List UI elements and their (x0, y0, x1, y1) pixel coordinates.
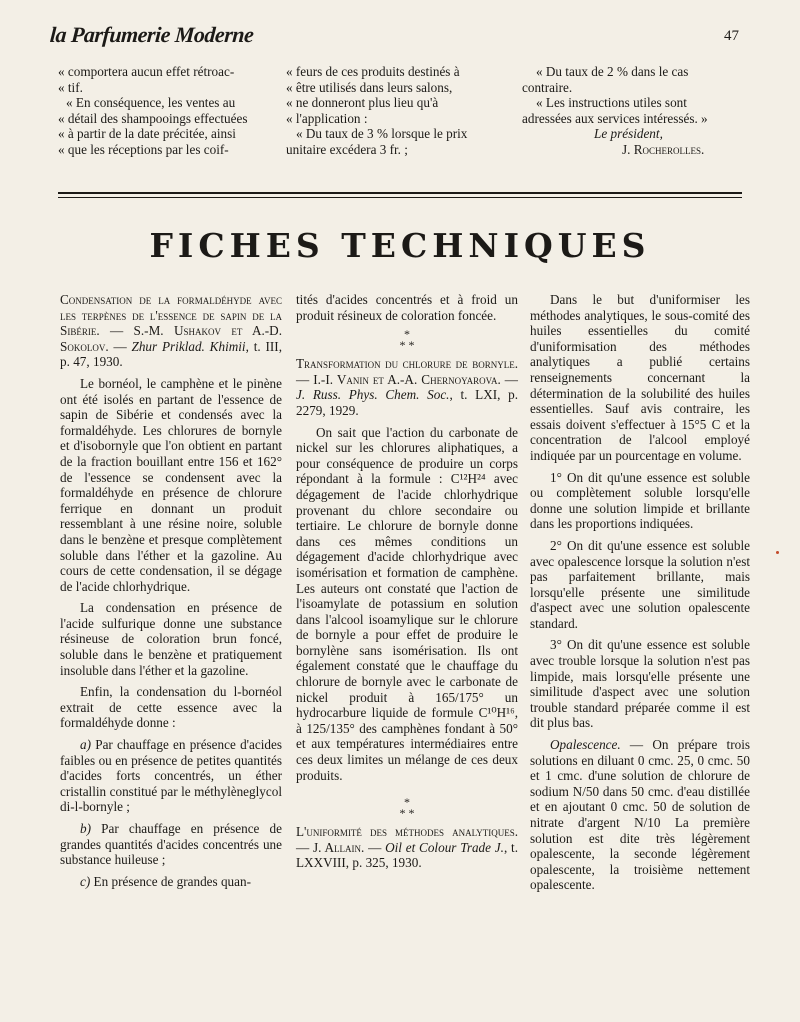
ref-tail: , t. LXI, p. 2279, 1929. (296, 387, 518, 418)
ref-tail: , t. III, p. 47, 1930. (60, 338, 282, 370)
top-column-3 (522, 64, 744, 158)
list-item (60, 737, 282, 815)
list-text: Par chauffage en présence d'acides faibles ou en présence de petites quantités d'acides forts concentrés, un éther cristallin constitué par le méthylèneglycol di-l-bornyle ; (60, 737, 282, 815)
top-line: « Du taux de 2 % dans le cas (536, 64, 689, 79)
paragraph: Enfin, la condensation du l-bornéol extrait de cette essence avec la formaldéhyde donne : (60, 684, 282, 731)
masthead-logo: la Parfumerie Moderne (49, 22, 255, 47)
ref-title: L'uniformité des méthodes analytiques. (296, 824, 518, 840)
paragraph (530, 737, 750, 893)
list-label: c) (80, 873, 91, 889)
paragraph: tités d'acides concentrés et à froid un produit résineux de coloration foncée. (296, 292, 518, 323)
top-line: adressées aux services intéressés. » (522, 110, 708, 126)
reference (296, 824, 518, 871)
article-column-right (530, 292, 750, 893)
ref-journal: Oil et Colour Trade J. (385, 839, 504, 855)
paragraph: 1° On dit qu'une essence est soluble ou complètement soluble lorsqu'elle donne une solution limpide et brillante dans les proportions indiquées. (530, 469, 750, 532)
top-column-1 (58, 64, 276, 158)
section-title: FICHES TECHNIQUES (149, 226, 651, 265)
top-line: « que les réceptions par les coif- (58, 141, 229, 157)
ref-title: Transformation du chlorure de bornyle. (296, 356, 518, 372)
separator-asterisks: * * * (399, 327, 415, 353)
paragraph: Dans le but d'uniformiser les méthodes analytiques, le sous-comité des huiles essentielles du comité d'uniformisation des méthodes analytiques a publié certains renseignements concernant la détermination de la solubilité des huiles essentielles. Sauf avis contraire, les essais doivent s'effectuer à 15°5 C et la concentration de l'alcool employé indiquée par un pourcentage en volume. (530, 292, 750, 463)
page-number: 47 (724, 28, 739, 44)
top-line: « En conséquence, les ventes au (66, 95, 236, 111)
top-line: « être utilisés dans leurs salons, (286, 79, 453, 95)
paragraph: Le bornéol, le camphène et le pinène ont été isolés en partant de l'essence de sapin de Sibérie et condensés avec la formaldéhyde. Les chlorures de bornyle et d'isobornyle que l'on obtient en partant de la fraction bouillant entre 156 et 162° de l'essence se condensent avec la formaldéhyde en présence de chlorure ferrique en donnant un produit ressemblant à une résine noire, soluble dans le benzène et presque complètement soluble dans l'éther et la gazoline. Au cours de cette condensation, il se dégage de l'acide chlorhydrique. (60, 375, 282, 594)
signature-title: Le président, (594, 126, 663, 142)
top-column-2 (286, 64, 508, 158)
reference (296, 356, 518, 418)
ref-authors: — J. Allain. — (296, 839, 386, 855)
top-line: « à partir de la date précitée, ainsi (58, 126, 236, 142)
top-line: « Les instructions utiles sont (536, 95, 687, 111)
ref-authors: — S.-M. Ushakov et A.-D. Sokolov. — (60, 323, 282, 354)
paragraph-label: Opalescence. (550, 737, 621, 753)
ref-title: Condensation de la formaldéhyde avec les terpènes de l'essence de sapin de la Sibérie. (60, 292, 282, 339)
paragraph: On sait que l'action du carbonate de nickel sur les chlorures aliphatiques, a pour conséquence de produire un corps répondant à la formule : C¹²H²⁴ avec dégagement de l'acide chlorhydrique provenant du chlore secondaire ou tertiaire. Le chlorure de bornyle donne dans ces mêmes conditions un dégagement d'acide chlorhydrique avec isomérisation et formation de camphène. Les auteurs ont constaté que l'action de l'isoamylate de potassium en solution dans l'alcool isoamylique sur le chlorure de bornyle a pour effet de produire le bornylène sans isomérisation. Ils ont également constaté que le chauffage du chlorure de bornyle avec le carbonate de nickel produit à 165/175° un hydrocarbure liquide de formule C¹⁰H¹⁶, à 125/135° des camphènes fondant à 50° et aux températures intermédiaires entre ces deux limites un mélange de ces deux produits. (296, 424, 518, 783)
article-column-left (60, 292, 282, 889)
ink-spot (776, 551, 779, 554)
paragraph: 2° On dit qu'une essence est soluble avec opalescence lorsque la solution n'est pas parfaitement brillante, mais lorsqu'elle présente une similitude d'aspect avec une solution opalescente standard. (530, 537, 750, 631)
separator-asterisks: * * * (399, 795, 415, 821)
list-item (60, 821, 282, 868)
top-line: contraire. (522, 79, 573, 95)
list-label: a) (80, 737, 91, 753)
signature-name: J. Rocherolles. (622, 141, 705, 157)
divider-rule (58, 197, 742, 198)
list-text: En présence de grandes quan- (90, 873, 251, 889)
article-column-middle (296, 292, 518, 871)
paragraph-text: — On prépare trois solutions en diluant 0 cmc. 25, 0 cmc. 50 et 1 cmc. d'une solution de chlorure de sodium N/50 dans 50 cmc. d'eau distillée et en ajoutant 0 cmc. 50 de solution de nitrate d'argent N/10 La première solution est dite très légèrement opalescente, la seconde légèrement opalescente, la troisième nettement opalescente. (530, 737, 750, 893)
top-line: « comportera aucun effet rétroac- (58, 64, 235, 79)
ref-journal: Zhur Priklad. Khimii (131, 338, 246, 354)
paragraph: La condensation en présence de l'acide sulfurique donne une substance résineuse de coloration brun foncé, soluble dans le benzène et pratiquement insoluble dans l'éther et la gazoline. (60, 600, 282, 678)
ref-authors: — I.-I. Vanin et A.-A. Chernoyarova. — (296, 371, 518, 387)
ref-journal: J. Russ. Phys. Chem. Soc. (296, 387, 450, 403)
top-line: « détail des shampooings effectuées (58, 110, 248, 126)
paragraph: 3° On dit qu'une essence est soluble avec trouble lorsque la solution n'est pas limpide, mais lorsqu'elle présente une similitude d'aspect avec une solution trouble standard préparée comme il est dit plus bas. (530, 637, 750, 731)
top-line: « Du taux de 3 % lorsque le prix (296, 126, 468, 142)
top-line: « tif. (58, 79, 83, 95)
reference (60, 292, 282, 370)
ref-tail: , t. LXXVIII, p. 325, 1930. (296, 839, 518, 871)
top-line: « ne donneront plus lieu qu'à (286, 95, 439, 111)
list-item (60, 874, 282, 890)
divider-rule (58, 192, 742, 194)
top-line: « feurs de ces produits destinés à (286, 64, 460, 79)
top-line: unitaire excédera 3 fr. ; (286, 141, 408, 157)
list-label: b) (80, 821, 91, 836)
list-text: Par chauffage en présence de grandes quantités d'acides concentrés une substance huileuse ; (60, 821, 282, 868)
top-line: « l'application : (286, 110, 368, 126)
